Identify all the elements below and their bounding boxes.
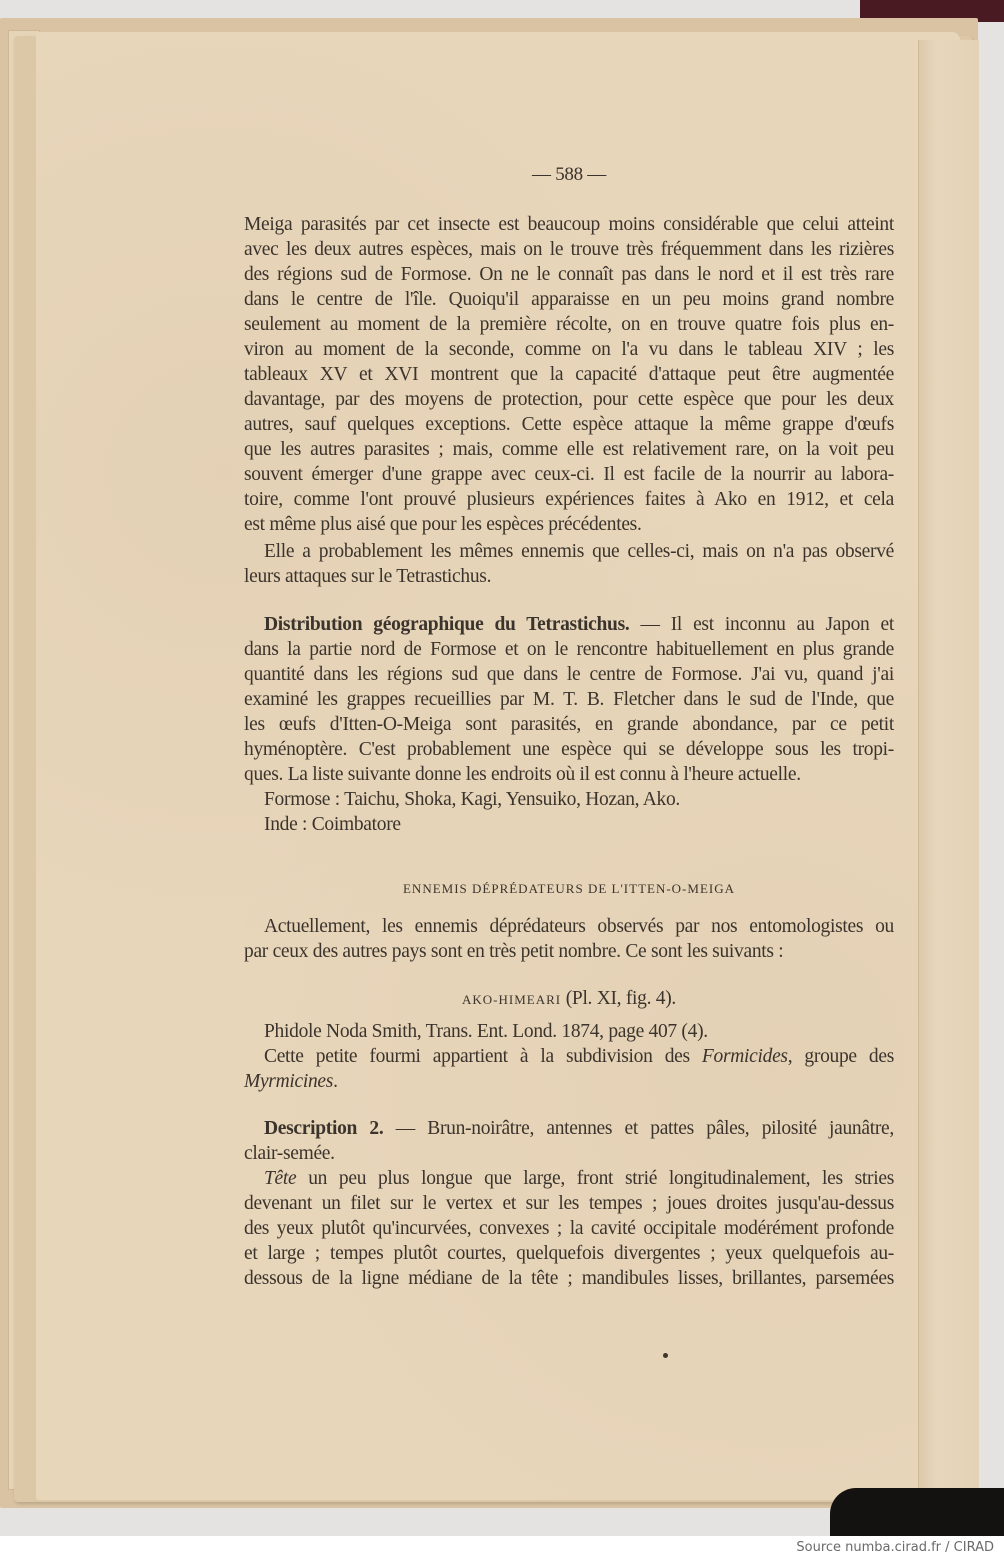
classification-line-2 xyxy=(244,1069,338,1094)
paragraph-line: dessous de la ligne médiane de la tête ; mandibules lisses, brillantes, parsemées xyxy=(244,1268,894,1289)
paragraph-line: et large ; tempes plutôt courtes, quelquefois divergentes ; yeux quelquefois au- xyxy=(244,1243,894,1264)
paragraph-line: davantage, par des moyens de protection, pour cette espèce que pour les deux xyxy=(244,389,894,410)
classification-text: , groupe des xyxy=(787,1046,894,1067)
paragraph-line: toire, comme l'ont prouvé plusieurs expériences faites à Ako en 1912, et cela xyxy=(244,489,894,510)
paragraph-text: Elle a probablement les mêmes ennemis que celles-ci, mais on n'a pas observé xyxy=(264,541,894,562)
description-first-line xyxy=(244,1116,894,1141)
classification-line xyxy=(244,1044,894,1069)
species-heading xyxy=(244,986,894,1012)
tete-label: Tête xyxy=(264,1168,297,1189)
paragraph-line: leurs attaques sur le Tetrastichus. xyxy=(244,566,492,587)
paragraph-line xyxy=(244,539,894,564)
description-heading: Description 2. xyxy=(264,1118,384,1139)
paragraph-line: examiné les grappes recueillies par M. T. B. Fletcher dans le sud de l'Inde, que xyxy=(244,689,894,710)
family-name: Formicides xyxy=(701,1046,788,1067)
description-text: — Brun-noirâtre, antennes et pattes pâles, pilosité jaunâtre, xyxy=(383,1118,894,1139)
paragraph-line: autres, sauf quelques exceptions. Cette espèce attaque la même grappe d'œufs xyxy=(244,414,894,435)
paragraph-line: Meiga parasités par cet insecte est beaucoup moins considérable que celui atteint xyxy=(244,214,894,235)
page-number: — 588 — xyxy=(532,164,606,185)
paragraph-line: Actuellement, les ennemis déprédateurs observés par nos entomologistes ou xyxy=(264,916,894,937)
section-title: ENNEMIS DÉPRÉDATEURS DE L'ITTEN-O-MEIGA xyxy=(402,881,735,896)
paragraph-line: par ceux des autres pays sont en très petit nombre. Ce sont les suivants : xyxy=(244,941,784,962)
species-name: AKO-HIMEARI xyxy=(462,992,562,1007)
paragraph-line: souvent émerger d'une grappe avec ceux-ci. Il est facile de la nourrir au labora- xyxy=(244,464,894,485)
paragraph-line: dans le centre de l'île. Quoiqu'il apparaisse en un peu moins grand nombre xyxy=(244,289,894,310)
page-gutter-curve xyxy=(918,40,979,1500)
paragraph-line: devenant un filet sur le vertex et sur les tempes ; joues droites jusqu'au-dessus xyxy=(244,1193,894,1214)
classification-text: Cette petite fourmi appartient à la subdivision des xyxy=(264,1046,702,1067)
classification-text: . xyxy=(333,1071,338,1092)
distribution-text: — Il est inconnu au Japon et xyxy=(629,614,894,635)
paragraph-line: tableaux XV et XVI montrent que la capacité d'attaque peut être augmentée xyxy=(244,364,894,385)
paragraph-line: des régions sud de Formose. On ne le connaît pas dans le nord et il est très rare xyxy=(244,264,894,285)
paragraph-line: ques. La liste suivante donne les endroits où il est connu à l'heure actuelle. xyxy=(244,764,801,785)
source-credit: Source numba.cirad.fr / CIRAD xyxy=(796,1540,994,1555)
location-list-item: Formose : Taichu, Shoka, Kagi, Yensuiko, Hozan, Ako. xyxy=(264,789,680,810)
book-binding-bottom xyxy=(830,1488,1004,1536)
tete-text: un peu plus longue que large, front strié longitudinalement, les stries xyxy=(296,1168,894,1189)
paragraph-line: que les autres parasites ; mais, comme elle est relativement rare, on la voit peu xyxy=(244,439,894,460)
paragraph-line: viron au moment de la seconde, comme on l'a vu dans le tableau XIV ; les xyxy=(244,339,894,360)
paragraph-line: quantité dans les régions sud que dans le centre de Formose. J'ai vu, quand j'ai xyxy=(244,664,894,685)
paragraph-line: hyménoptère. C'est probablement une espèce qui se développe sous les tropi- xyxy=(244,739,894,760)
tete-line xyxy=(244,1166,894,1191)
paragraph-line: les œufs d'Itten-O-Meiga sont parasités, en grande abondance, par ce petit xyxy=(244,714,894,735)
distribution-first-line xyxy=(244,612,894,637)
paragraph-line: seulement au moment de la première récolte, on en trouve quatre fois plus en- xyxy=(244,314,894,335)
paragraph-line: avec les deux autres espèces, mais on le trouve très fréquemment dans les rizières xyxy=(244,239,894,260)
ink-spot xyxy=(663,1353,668,1358)
species-citation: Phidole Noda Smith, Trans. Ent. Lond. 1874, page 407 (4). xyxy=(264,1021,708,1042)
distribution-heading: Distribution géographique du Tetrastichus. xyxy=(264,614,630,635)
paragraph-line: est même plus aisé que pour les espèces précédentes. xyxy=(244,514,642,535)
group-name: Myrmicines xyxy=(244,1071,334,1092)
plate-reference: (Pl. XI, fig. 4). xyxy=(561,988,676,1009)
paragraph-line: dans la partie nord de Formose et on le rencontre habituellement en plus grande xyxy=(244,639,894,660)
paragraph-line: des yeux plutôt qu'incurvées, convexes ; la cavité occipitale modérément profonde xyxy=(244,1218,894,1239)
paragraph-line: clair-semée. xyxy=(244,1143,335,1164)
location-list-item: Inde : Coimbatore xyxy=(264,814,401,835)
